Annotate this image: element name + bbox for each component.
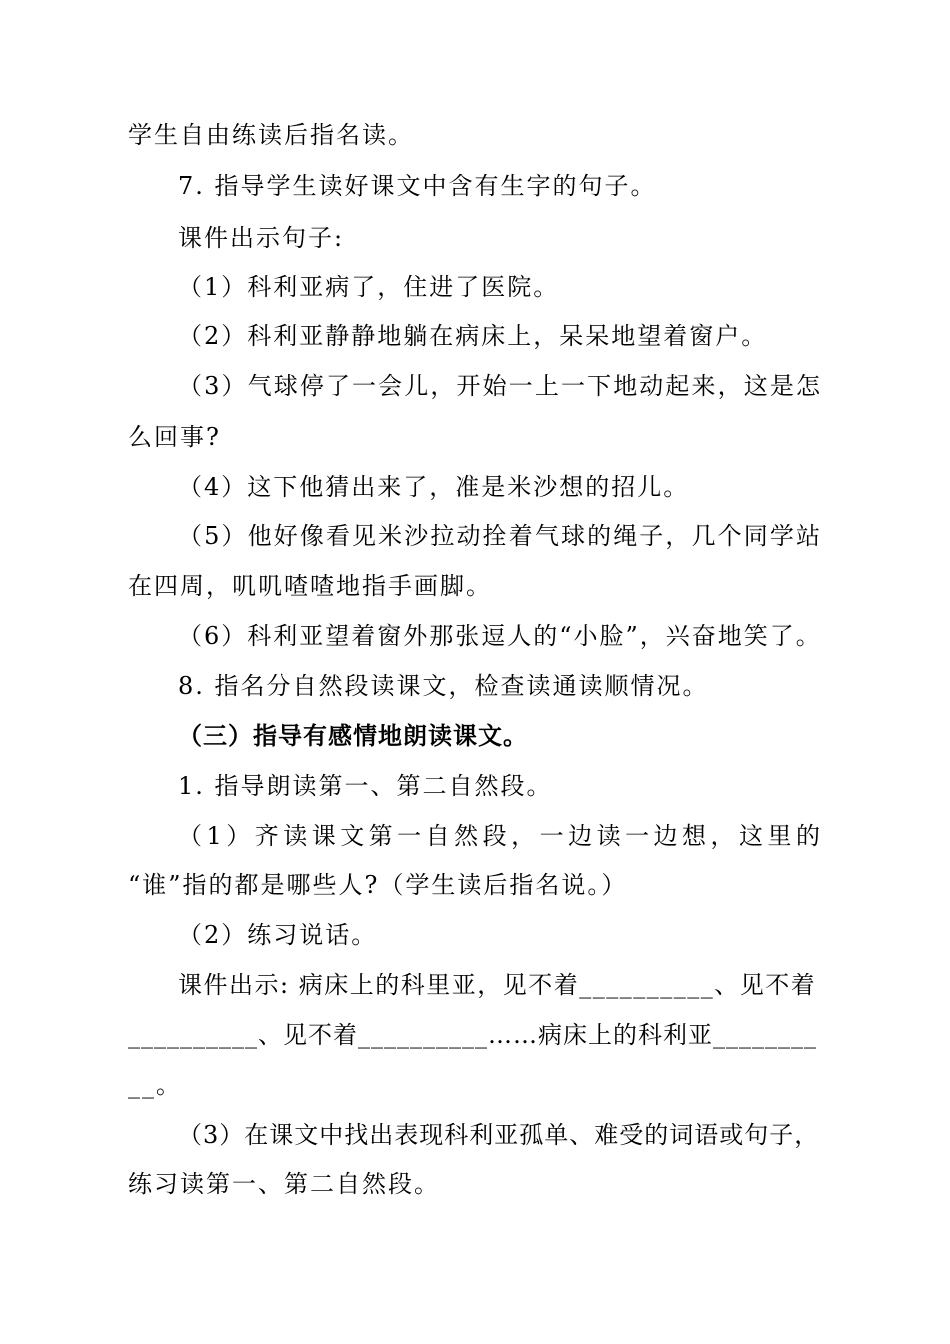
text-line: （1）齐读课文第一自然段，一边读一边想，这里的	[178, 822, 822, 850]
text-line: 在四周，叽叽喳喳地指手画脚。	[128, 572, 492, 600]
text-line: （3）在课文中找出表现科利亚孤单、难受的词语或句子，	[178, 1121, 820, 1149]
text-line: （1）科利亚病了，住进了医院。	[178, 273, 560, 301]
text-line: 1. 指导朗读第一、第二自然段。	[178, 772, 553, 800]
text-line: 学生自由练读后指名读。	[128, 121, 414, 149]
text-line: （6）科利亚望着窗外那张逗人的“小脸”，兴奋地笑了。	[178, 622, 822, 650]
text-line: （5）他好像看见米沙拉动拴着气球的绳子，几个同学站	[178, 522, 822, 550]
text-line: “谁”指的都是哪些人?（学生读后指名说。）	[128, 871, 628, 899]
text-line: （3）气球停了一会儿，开始一上一下地动起来，这是怎	[178, 372, 822, 400]
text-line: 7. 指导学生读好课文中含有生字的句子。	[178, 172, 657, 200]
text-line: （2）科利亚静静地躺在病床上，呆呆地望着窗户。	[178, 322, 768, 350]
section-heading: （三）指导有感情地朗读课文。	[178, 722, 528, 750]
text-line: __________、见不着__________……病床上的科利亚________	[128, 1021, 817, 1049]
text-line: 么回事?	[128, 423, 221, 451]
text-line: 8. 指名分自然段读课文，检查读通读顺情况。	[178, 672, 709, 700]
text-line: 课件出示: 病床上的科里亚，见不着__________、见不着	[178, 971, 817, 999]
text-line: （4）这下他猜出来了，准是米沙想的招儿。	[178, 473, 690, 501]
text-line: （2）练习说话。	[178, 921, 378, 949]
text-line: 练习读第一、第二自然段。	[128, 1170, 440, 1198]
text-line: __。	[128, 1071, 182, 1099]
text-line: 课件出示句子:	[178, 224, 345, 252]
